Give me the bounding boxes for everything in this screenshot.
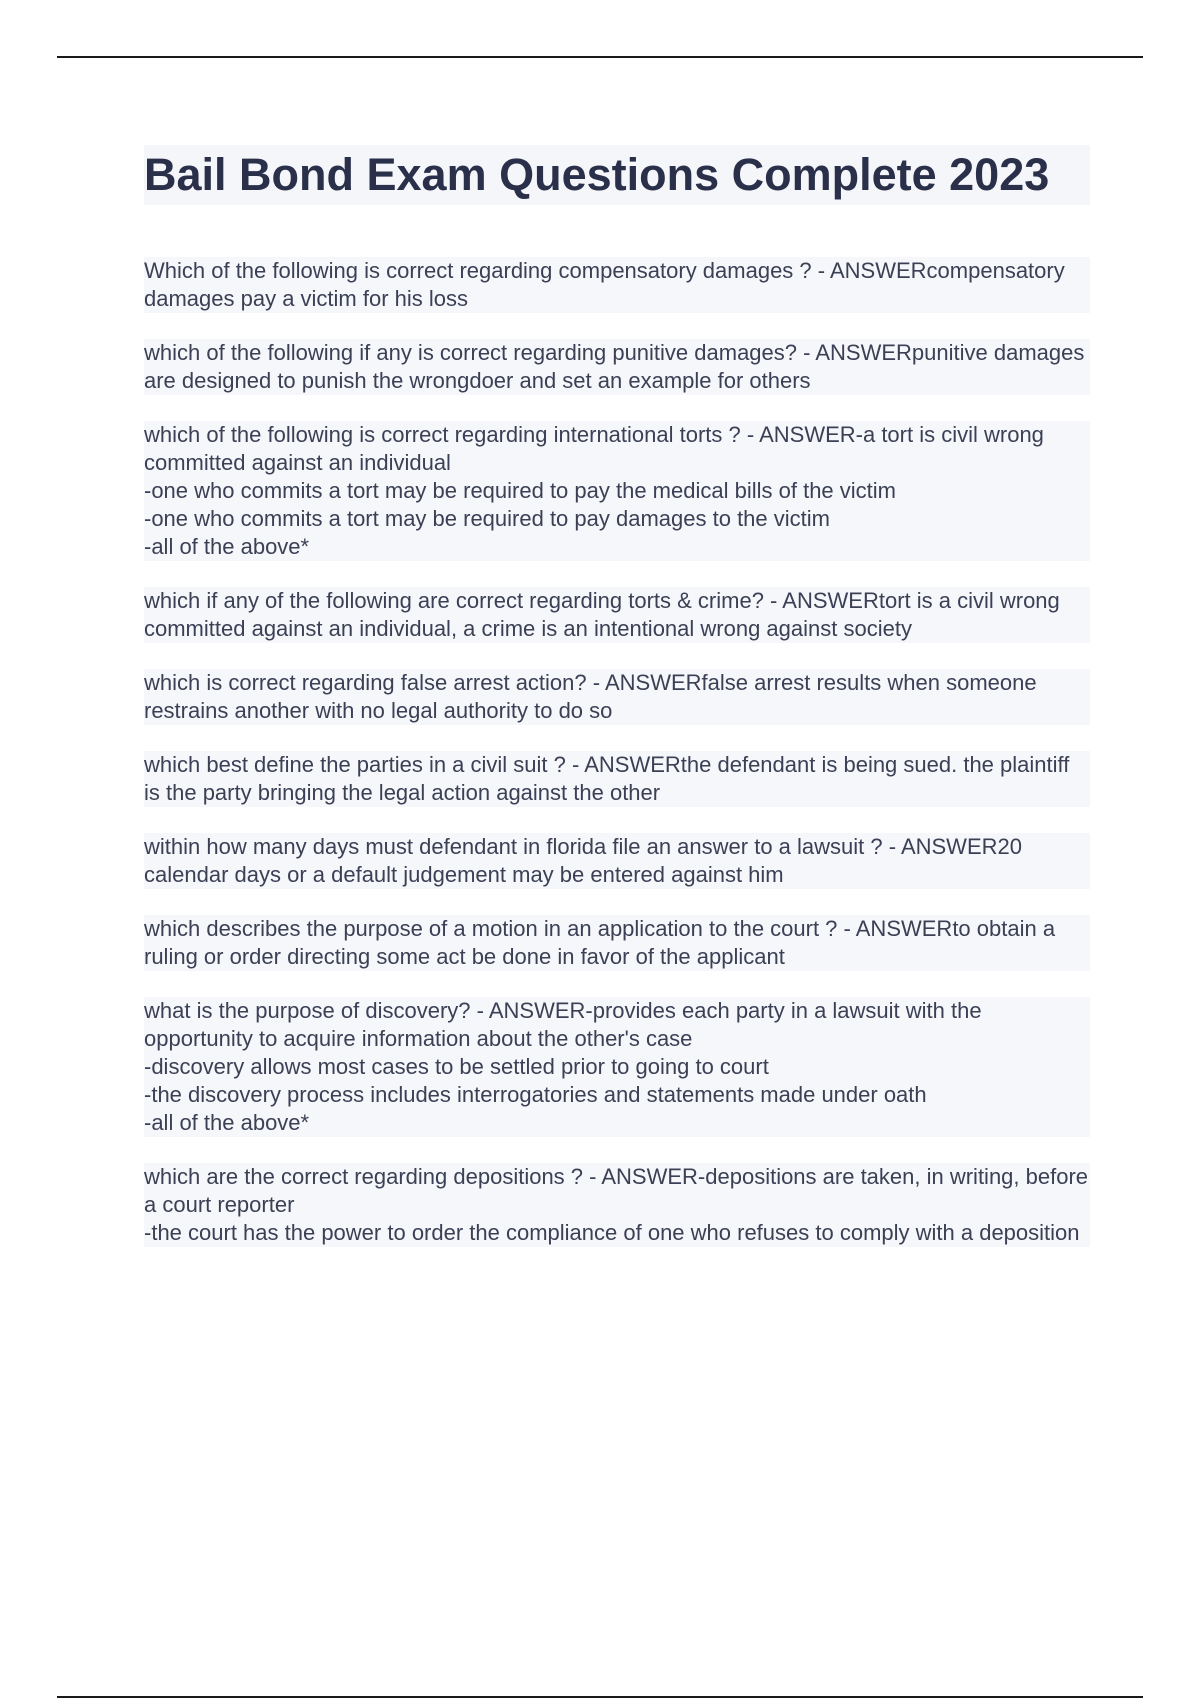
bottom-rule bbox=[57, 1696, 1143, 1698]
qa-entry bbox=[144, 833, 1090, 889]
qa-text: which of the following if any is correct regarding punitive damages? - ANSWERpunitive damages are designed to punish the wrongdoer and set an example for others bbox=[144, 340, 1091, 393]
qa-entry bbox=[144, 1163, 1090, 1247]
qa-text: which are the correct regarding depositions ? - ANSWER-depositions are taken, in writing, before a court reporter -the court has the power to order the compliance of one who refuses to comply with a deposition bbox=[144, 1164, 1089, 1245]
qa-entry bbox=[144, 669, 1090, 725]
qa-entry bbox=[144, 339, 1090, 395]
qa-entry bbox=[144, 997, 1090, 1137]
qa-entry bbox=[144, 751, 1090, 807]
qa-text: which is correct regarding false arrest action? - ANSWERfalse arrest results when someone restrains another with no legal authority to do so bbox=[144, 669, 1090, 725]
title-box bbox=[144, 145, 1090, 205]
qa-text: what is the purpose of discovery? - ANSWER-provides each party in a lawsuit with the opportunity to acquire information about the other's case -discovery allows most cases to be settled prior to going to court -the discovery process includes interrogatories and statements made under oath -all of the above* bbox=[144, 997, 1090, 1137]
qa-entry bbox=[144, 915, 1090, 971]
qa-text: within how many days must defendant in florida file an answer to a lawsuit ? - ANSWER20 calendar days or a default judgement may be entered against him bbox=[144, 833, 1090, 889]
qa-text: which best define the parties in a civil suit ? - ANSWERthe defendant is being sued. the plaintiff is the party bringing the legal action against the other bbox=[144, 751, 1090, 807]
qa-entry bbox=[144, 587, 1090, 643]
qa-text: Which of the following is correct regarding compensatory damages ? - ANSWERcompensatory damages pay a victim for his loss bbox=[144, 257, 1090, 313]
qa-text: which of the following is correct regarding international torts ? - ANSWER-a tort is civil wrong committed against an individual -one who commits a tort may be required to pay the medical bills of the victim -one who commits a tort may be required to pay damages to the victim -all of the above* bbox=[144, 421, 1090, 561]
qa-entry bbox=[144, 257, 1090, 313]
document-title: Bail Bond Exam Questions Complete 2023 bbox=[144, 149, 1050, 200]
document-body bbox=[144, 145, 1090, 1273]
qa-text: which if any of the following are correct regarding torts & crime? - ANSWERtort is a civil wrong committed against an individual, a crime is an intentional wrong against society bbox=[144, 587, 1090, 643]
qa-entry bbox=[144, 421, 1090, 561]
top-rule bbox=[57, 56, 1143, 58]
qa-text: which describes the purpose of a motion in an application to the court ? - ANSWERto obtain a ruling or order directing some act be done in favor of the applicant bbox=[144, 915, 1090, 971]
